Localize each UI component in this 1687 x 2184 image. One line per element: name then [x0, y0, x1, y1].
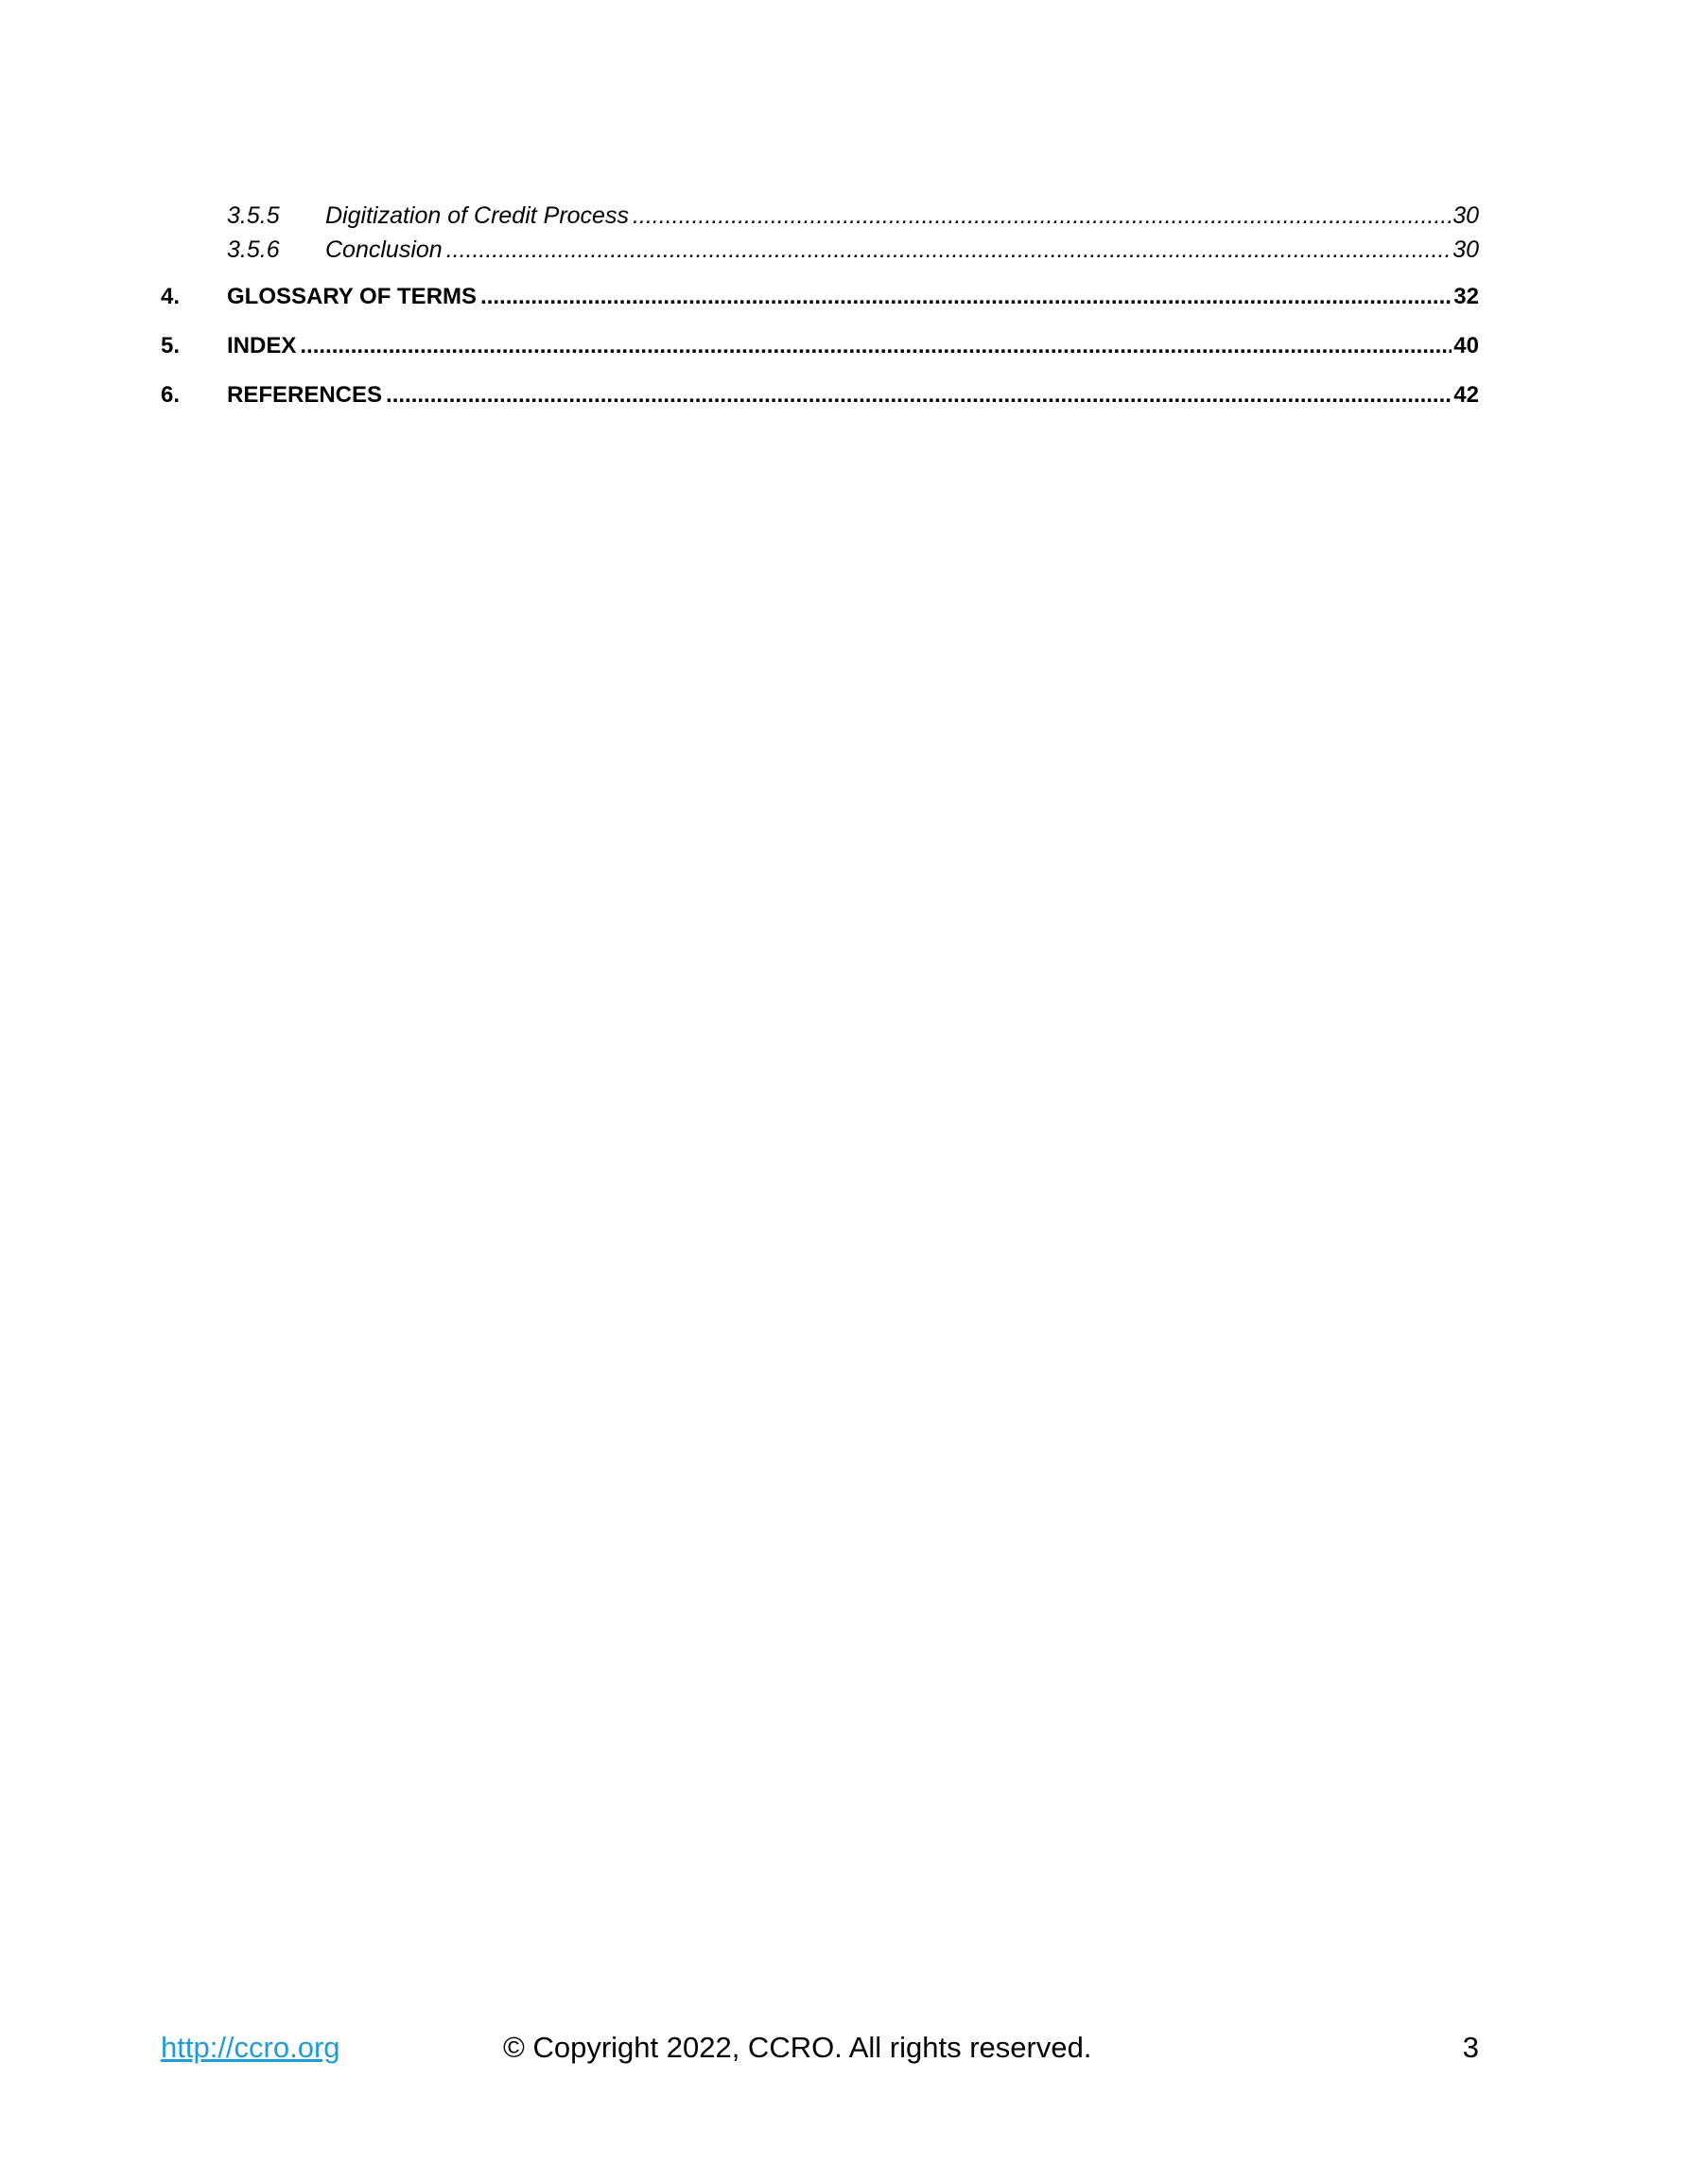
toc-dot-leader — [446, 233, 1452, 267]
footer-page-number: 3 — [1462, 2031, 1479, 2064]
toc-entry-page: 42 — [1453, 382, 1479, 408]
footer-copyright: © Copyright 2022, CCRO. All rights reserved. — [503, 2031, 1092, 2064]
toc-entry-page: 30 — [1452, 236, 1479, 263]
toc-entry-title: Conclusion — [325, 236, 443, 263]
page-footer — [0, 2024, 1687, 2071]
toc-entry-title: GLOSSARY OF TERMS — [227, 284, 478, 309]
toc-dot-leader — [633, 199, 1451, 233]
toc-entry-number: 3.5.6 — [227, 236, 280, 263]
toc-entry-page: 40 — [1453, 333, 1479, 358]
toc-entry-title: Digitization of Credit Process — [325, 202, 629, 229]
toc-entry-number: 5. — [161, 333, 181, 358]
toc-dot-leader — [480, 272, 1452, 322]
toc-entry-number: 4. — [161, 284, 181, 309]
toc-entry-number: 6. — [161, 382, 181, 408]
table-of-contents — [161, 199, 1479, 420]
toc-entry-title: INDEX — [227, 333, 297, 358]
toc-entry-glossary[interactable] — [161, 272, 1479, 322]
toc-entry-page: 32 — [1453, 284, 1479, 309]
toc-dot-leader — [386, 371, 1452, 420]
toc-dot-leader — [300, 322, 1452, 371]
toc-entry-title: REFERENCES — [227, 382, 383, 408]
toc-entry-number: 3.5.5 — [227, 202, 280, 229]
toc-entry-index[interactable] — [161, 322, 1479, 371]
toc-entry-3-5-6[interactable] — [161, 233, 1479, 267]
toc-entry-page: 30 — [1452, 202, 1479, 229]
footer-website-link[interactable]: http://ccro.org — [161, 2031, 340, 2064]
toc-entry-3-5-5[interactable] — [161, 199, 1479, 233]
toc-entry-references[interactable] — [161, 371, 1479, 420]
